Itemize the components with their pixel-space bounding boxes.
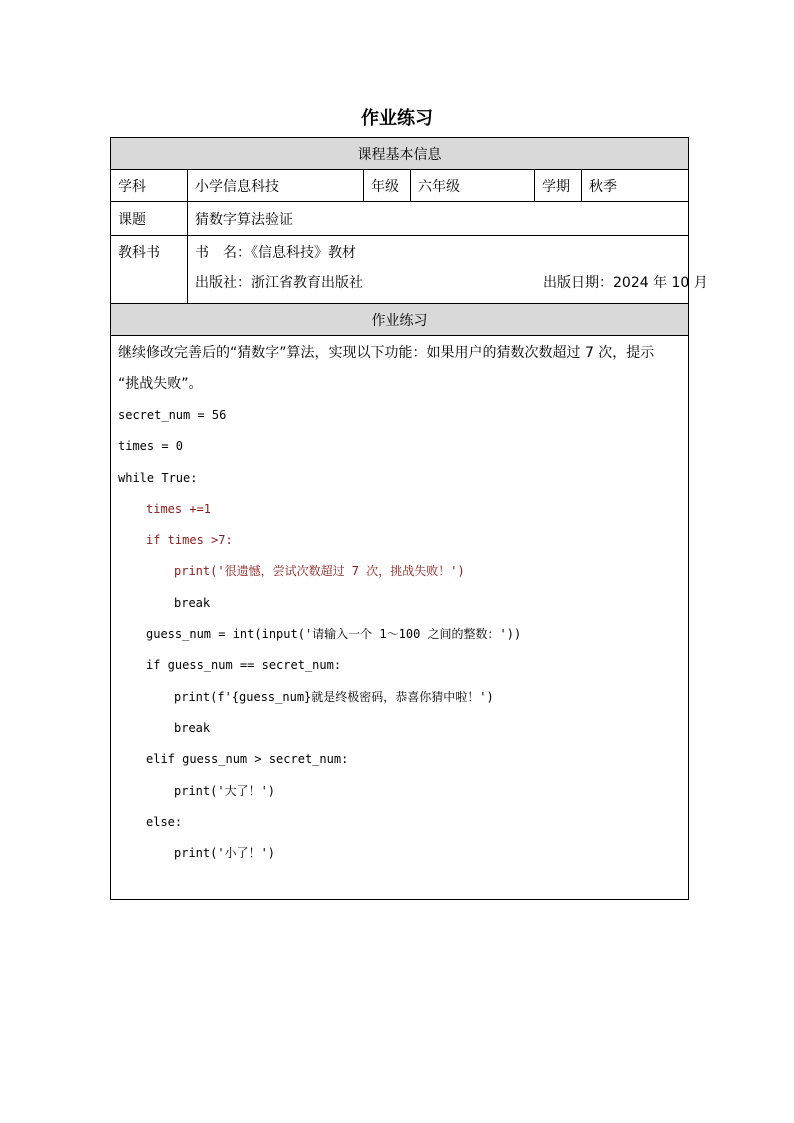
code-line-added: if times >7: [146,533,233,548]
grade-label: 年级 [364,170,411,202]
code-line: while True: [118,470,198,485]
info-row [111,170,689,202]
homework-content [111,336,689,900]
textbook-info [188,236,708,304]
topic-row [111,202,689,236]
code-line: secret_num = 56 [118,408,227,422]
textbook-label: 教科书 [111,236,188,304]
term-label: 学期 [535,170,582,202]
publish-date: 出版日期：2024 年 10 月 [543,275,708,291]
code-line: elif guess_num > secret_num: [146,752,349,767]
code-line: print('小了！') [174,846,276,861]
subject-value: 小学信息科技 [188,170,364,202]
topic-value: 猜数字算法验证 [188,202,689,236]
code-block [118,400,681,869]
code-line: times = 0 [118,439,184,454]
subject-label: 学科 [111,170,188,202]
code-line-added: times +=1 [146,501,212,516]
publisher: 出版社：浙江省教育出版社 [195,275,363,291]
instruction-line-1: 继续修改完善后的“猜数字”算法，实现以下功能：如果用户的猜数次数超过 7 次，提示 [118,345,655,361]
page-title: 作业练习 [361,108,433,129]
homework-instruction [118,338,681,400]
code-line: break [174,720,211,735]
basic-info-header-row [111,138,689,170]
code-line: break [174,595,211,610]
code-line: print('大了！') [174,783,276,798]
code-line: guess_num = int(input('请输入一个 1～100 之间的整数：')) [146,627,522,642]
grade-value: 六年级 [411,170,535,202]
topic-label: 课题 [111,202,188,236]
code-line: if guess_num == secret_num: [146,658,342,673]
course-info-table [110,137,708,900]
instruction-line-2: “挑战失败”。 [118,376,203,392]
homework-header: 作业练习 [111,304,689,336]
code-line-added: print('很遗憾，尝试次数超过 7 次，挑战失败！') [174,564,465,579]
book-name: 书 名：《信息科技》教材 [195,245,356,261]
homework-row [111,336,689,900]
code-line: else: [146,814,183,829]
basic-info-header: 课程基本信息 [111,138,689,170]
homework-header-row [111,304,689,336]
publisher-line [195,272,708,302]
term-value: 秋季 [582,170,689,202]
textbook-row [111,236,689,304]
code-line: print(f'{guess_num}就是终极密码，恭喜你猜中啦！') [174,689,494,704]
